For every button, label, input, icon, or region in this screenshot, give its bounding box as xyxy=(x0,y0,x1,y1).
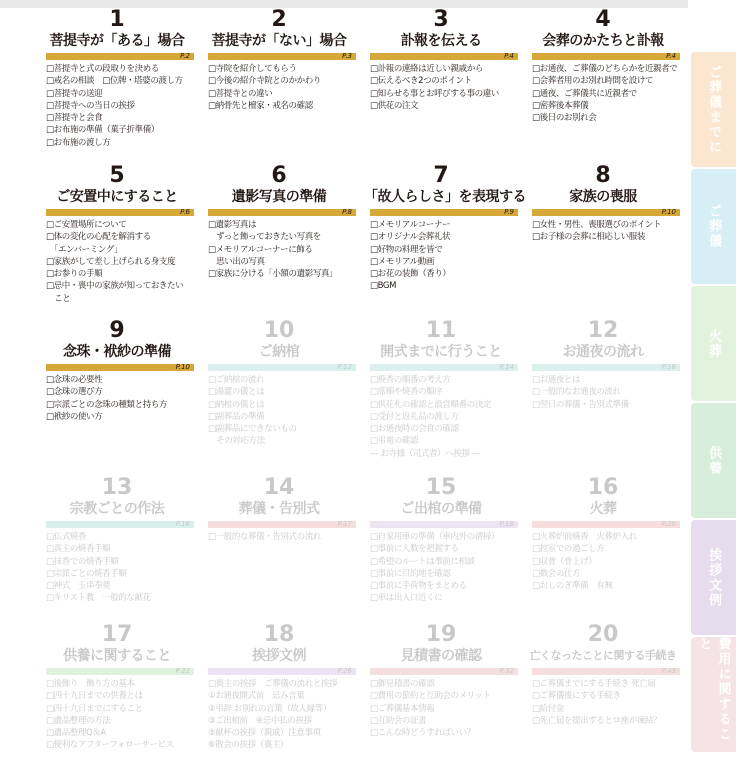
section-number: 20 xyxy=(587,622,619,647)
checklist-item: □希望のルートは事前に相談 xyxy=(370,556,475,567)
checklist-item: □戒名の相談 □位牌・塔婆の渡し方 xyxy=(46,76,183,87)
checklist-item: □宗派ごとの焼香手順 xyxy=(46,568,127,579)
section-number: 12 xyxy=(587,318,619,343)
checklist-item: □湯灌の儀とは xyxy=(208,387,265,398)
checklist-item: ⑥散会の挨拶（喪主） xyxy=(208,740,289,751)
section-title: 会葬のかたちと訃報 xyxy=(542,33,664,49)
page-ref: P.8 xyxy=(342,208,352,216)
page-ref: P.4 xyxy=(504,52,514,60)
checklist-item: ⑤献杯の挨拶（親戚）注意事項 xyxy=(208,728,321,739)
section-14[interactable] xyxy=(202,476,364,623)
section-number: 5 xyxy=(109,163,125,188)
checklist-item: □家族がして差し上げられる身支度 xyxy=(46,256,176,267)
page-ref: P.6 xyxy=(180,208,190,216)
section-title: 見積書の確認 xyxy=(400,648,482,664)
checklist-item: 「エンバーミング」 xyxy=(46,244,122,255)
checklist-item: □ご安置場所について xyxy=(46,220,127,230)
checklist-item: □キリスト教 一般的な献花 xyxy=(46,593,151,604)
section-tab-label: 費用に関すること xyxy=(696,637,731,742)
section-row xyxy=(40,476,688,623)
section-tab[interactable] xyxy=(691,637,736,752)
section-tab-label: ご葬儀 xyxy=(706,204,721,249)
page-ref: P.16 xyxy=(661,363,676,371)
checklist-item: □控室での過ごし方 xyxy=(532,544,605,555)
page-bar xyxy=(370,521,518,528)
checklist xyxy=(40,219,194,305)
section-title: 念珠・袱紗の準備 xyxy=(63,344,171,360)
checklist-item: □受付と返礼品の渡し方 xyxy=(370,411,459,422)
checklist-item: □後飾り 飾り方の基本 xyxy=(46,679,135,689)
page-bar xyxy=(208,364,356,371)
section-title: 訃報を伝える xyxy=(400,33,482,49)
checklist-item: □車は出入口近くに xyxy=(370,593,443,604)
checklist-item: □ご葬儀後にする手続き xyxy=(532,691,621,702)
checklist-item: □一般的なお通夜の流れ xyxy=(532,387,621,398)
section-title: 供養に関すること xyxy=(63,648,171,664)
checklist-item: □死亡届を提出するとロ座が凍結？ xyxy=(532,715,662,726)
checklist-item: □BGM xyxy=(370,281,397,292)
checklist-item: □便利なアフターフォローサービス xyxy=(46,740,174,751)
checklist-item: □神式 玉串奉奠 xyxy=(46,581,111,592)
page-bar xyxy=(370,53,518,60)
page-bar xyxy=(370,364,518,371)
section-4[interactable] xyxy=(526,8,688,164)
page-bar xyxy=(532,53,680,60)
checklist-item: □収骨（骨上げ） xyxy=(532,556,597,567)
section-number: 2 xyxy=(271,7,287,32)
section-6[interactable] xyxy=(202,164,364,319)
section-10[interactable] xyxy=(202,319,364,476)
checklist-item: □袱紗の使い方 xyxy=(46,411,103,422)
checklist xyxy=(40,531,194,605)
page-bar xyxy=(46,53,194,60)
page-bar xyxy=(370,668,518,675)
page-ref: P.32 xyxy=(499,667,514,675)
section-row xyxy=(40,623,688,773)
section-tab[interactable] xyxy=(691,403,736,518)
checklist-item: □席順や焼香の順序 xyxy=(370,387,443,398)
checklist-item: □メモリアルコーナーに飾る xyxy=(208,244,313,255)
page-bar xyxy=(208,521,356,528)
checklist xyxy=(526,531,680,592)
checklist-item: ③ご出棺前 ④忌中払の挨拶 xyxy=(208,715,312,726)
page-bar xyxy=(46,364,194,371)
section-tab-label: 挨拶文例 xyxy=(706,547,721,608)
section-row xyxy=(40,319,688,476)
checklist-item: □ご納棺の流れ xyxy=(208,375,265,385)
checklist-item: □互助会の証書 xyxy=(370,715,427,726)
section-number: 11 xyxy=(425,318,457,343)
page-bar xyxy=(208,209,356,216)
checklist-item: □遺品整理の方法 xyxy=(46,715,111,726)
section-tab[interactable] xyxy=(691,52,736,167)
page-bar xyxy=(532,364,680,371)
section-number: 8 xyxy=(595,163,611,188)
section-number: 6 xyxy=(271,163,287,188)
checklist-item: その対応方法 xyxy=(208,436,265,447)
page-ref: P.9 xyxy=(504,208,514,216)
section-20[interactable] xyxy=(526,623,688,773)
section-number: 18 xyxy=(263,622,295,647)
checklist-item: □好物の料理を皆で xyxy=(370,244,443,255)
page-ref: P.26 xyxy=(337,667,352,675)
section-title: 「故人らしさ」を表現する xyxy=(364,189,526,205)
section-tabs xyxy=(691,52,736,754)
checklist-item: □供花札の確認と設営順番の決定 xyxy=(370,399,492,410)
checklist-item: □抹香での焼香手順 xyxy=(46,556,119,567)
section-title: 葬儀・告別式 xyxy=(238,501,320,517)
checklist-item: □事前に目的地を確認 xyxy=(370,568,451,579)
checklist-item: □菩提寺への当日の挨拶 xyxy=(46,100,135,111)
section-1[interactable] xyxy=(40,8,202,164)
checklist-item: □体の変化の心配を解消する xyxy=(46,232,151,243)
checklist-item: □忌中・喪中の家族が知っておきたい xyxy=(46,281,184,292)
page-ref: P.3 xyxy=(342,52,352,60)
checklist-item: □お布施の準備（菓子折準備） xyxy=(46,125,159,136)
checklist-item: □知らせる事とお呼びする事の違い xyxy=(370,88,499,99)
checklist xyxy=(364,531,518,605)
section-number: 3 xyxy=(433,7,449,32)
checklist-item: □給付金 xyxy=(532,703,564,714)
section-number: 1 xyxy=(109,7,125,32)
section-title: 亡くなったことに関する手続き xyxy=(529,649,677,662)
checklist xyxy=(526,374,680,411)
section-15[interactable] xyxy=(364,476,526,623)
section-number: 17 xyxy=(101,622,133,647)
page-ref: P.12 xyxy=(337,363,352,371)
page-bar xyxy=(46,209,194,216)
page-bar xyxy=(370,209,518,216)
checklist-item: □お通夜、ご葬儀のどちらかを近親者で xyxy=(532,64,678,74)
checklist-item: □会葬者用のお別れ時間を設けて xyxy=(532,76,654,87)
section-title: 開式までに行うこと xyxy=(380,344,502,360)
page-ref: P.20 xyxy=(661,520,676,528)
section-title: ご出棺の準備 xyxy=(400,501,482,517)
checklist-item: □四十九日までの供養とは xyxy=(46,691,143,702)
checklist-item: □宗派ごとの念珠の種類と持ち方 xyxy=(46,399,168,410)
section-title: 火葬 xyxy=(589,501,617,517)
checklist-item: □後日のお別れ会 xyxy=(532,113,597,124)
section-2[interactable] xyxy=(202,8,364,164)
page-ref: P.4 xyxy=(666,52,676,60)
section-title: 菩提寺が「ない」場合 xyxy=(211,33,347,49)
checklist-item: □訃報の連絡は近しい親戚から xyxy=(370,64,483,74)
checklist-item: □副葬品にできないもの xyxy=(208,424,297,435)
checklist-item: □菩提寺と式の段取りを決める xyxy=(46,64,159,74)
section-18[interactable] xyxy=(202,623,364,773)
section-number: 4 xyxy=(595,7,611,32)
checklist xyxy=(40,374,194,423)
checklist-item: ずっと飾っておきたい写真を xyxy=(208,232,321,243)
checklist-item: □遺品整理Q＆A xyxy=(46,728,106,739)
checklist-item: □通夜、ご葬儀共に近親者で xyxy=(532,88,637,99)
checklist-item: □火葬炉前焼香 火葬炉入れ xyxy=(532,532,637,542)
section-number: 7 xyxy=(433,163,449,188)
checklist-item: □費用の節約と互助会のメリット xyxy=(370,691,491,702)
top-strip xyxy=(0,0,688,8)
section-title: 菩提寺が「ある」場合 xyxy=(49,33,185,49)
checklist xyxy=(526,63,680,124)
checklist-item: □今後の紹介寺院とのかかわり xyxy=(208,76,321,87)
checklist-item: □伝えるべき2つのポイント xyxy=(370,76,472,87)
page-ref: P.16 xyxy=(175,520,190,528)
section-tab[interactable] xyxy=(691,169,736,284)
page-ref: P.10 xyxy=(175,363,190,371)
section-5[interactable] xyxy=(40,164,202,319)
checklist xyxy=(526,219,680,244)
page-ref: P.17 xyxy=(337,520,352,528)
checklist-item: □翌日の葬儀・告別式準備 xyxy=(532,399,629,410)
page-bar xyxy=(208,668,356,675)
checklist-item: □納棺の儀とは xyxy=(208,399,265,410)
checklist xyxy=(364,219,518,293)
section-12[interactable] xyxy=(526,319,688,476)
checklist-item: 思い出の写真 xyxy=(208,256,265,267)
section-number: 13 xyxy=(101,475,133,500)
section-title: ご安置中にすること xyxy=(56,189,178,205)
checklist-item: □お子様の会葬に相応しい服装 xyxy=(532,232,645,243)
page-ref: P.2 xyxy=(180,52,190,60)
section-row xyxy=(40,8,688,164)
checklist-item: □寺院を紹介してもらう xyxy=(208,64,297,74)
checklist-item: □仏式焼香 xyxy=(46,532,87,542)
checklist-item: □焼香の順番の考え方 xyxy=(370,375,451,385)
section-7[interactable] xyxy=(364,164,526,319)
checklist xyxy=(202,219,356,280)
section-3[interactable] xyxy=(364,8,526,164)
section-19[interactable] xyxy=(364,623,526,773)
section-number: 15 xyxy=(425,475,457,500)
checklist xyxy=(202,531,356,543)
page-ref: P.43 xyxy=(661,667,676,675)
checklist-item: □四十九日までにすること xyxy=(46,703,143,714)
checklist-item: ②弔辞 お別れの言葉（故人縁等） xyxy=(208,703,331,714)
section-tab-label: 火葬 xyxy=(706,328,721,359)
section-title: 遺影写真の準備 xyxy=(231,189,327,205)
section-title: 挨拶文例 xyxy=(252,648,306,664)
checklist-item: □納骨先と檀家・戒名の確認 xyxy=(208,100,313,111)
section-row xyxy=(40,164,688,319)
checklist-item: □メモリアルコーナー xyxy=(370,220,451,230)
checklist-item: □お通夜時の会食の確認 xyxy=(370,424,459,435)
checklist-item: □菩提寺との違い xyxy=(208,88,273,99)
checklist-item: □喪主の挨拶 ご葬儀の流れと挨拶 xyxy=(208,679,338,689)
section-13[interactable] xyxy=(40,476,202,623)
checklist-item: □メモリアル動画 xyxy=(370,256,434,267)
section-title: ご納棺 xyxy=(258,344,300,360)
section-9[interactable] xyxy=(40,319,202,476)
checklist xyxy=(364,374,518,460)
checklist-item: □念珠の選び方 xyxy=(46,387,103,398)
checklist-item: □菩提寺と会食 xyxy=(46,113,103,124)
section-tab-label: ご葬儀までに xyxy=(706,64,721,155)
checklist-item: □菩提寺の送迎 xyxy=(46,88,103,99)
contents-grid xyxy=(40,8,688,773)
section-tab-label: 供養 xyxy=(706,445,721,476)
checklist-item: □こんな時どうすればいい？ xyxy=(370,728,475,739)
checklist-item: □お通夜とは xyxy=(532,375,581,385)
checklist xyxy=(202,678,356,752)
checklist-item: □供花の注文 xyxy=(370,100,419,111)
checklist-item: □自家用車の準備（車内外の清掃） xyxy=(370,532,500,542)
checklist-item: □女性・男性、喪服選びのポイント xyxy=(532,220,662,230)
section-number: 10 xyxy=(263,318,295,343)
section-number: 19 xyxy=(425,622,457,647)
checklist-item: ①お通夜開式前 忌み言葉 xyxy=(208,691,305,702)
checklist-item: □ご葬儀基本情報 xyxy=(370,703,435,714)
checklist-item: □事前に人数を把握する xyxy=(370,544,459,555)
section-title: 家族の喪服 xyxy=(569,189,637,205)
checklist-item: □数会の仕方 xyxy=(532,568,581,579)
checklist xyxy=(202,374,356,448)
page-bar xyxy=(208,53,356,60)
checklist-item: ― お寺様（司式者）へ挨拶 ― xyxy=(370,448,480,459)
checklist-item: □家族に分ける「小額の遺影写真」 xyxy=(208,269,338,280)
checklist-item: □事前に手荷物をまとめる xyxy=(370,581,467,592)
checklist xyxy=(202,63,356,112)
checklist-item: こと xyxy=(46,293,71,304)
checklist-item: □お布施の渡し方 xyxy=(46,137,111,148)
section-title: お通夜の流れ xyxy=(562,344,644,360)
section-number: 14 xyxy=(263,475,295,500)
page-bar xyxy=(46,668,194,675)
page-bar xyxy=(532,209,680,216)
page-ref: P.10 xyxy=(661,208,676,216)
section-number: 9 xyxy=(109,318,125,343)
page-bar xyxy=(532,521,680,528)
checklist-item: □御見積書の確認 xyxy=(370,679,435,689)
checklist-item: □一般的な葬儀・告別式の流れ xyxy=(208,532,321,542)
checklist-item: □密葬後本葬儀 xyxy=(532,100,589,111)
checklist-item: □お花の装飾（香り） xyxy=(370,269,451,280)
section-tab[interactable] xyxy=(691,520,736,635)
checklist-item: □真主の焼香手順 xyxy=(46,544,111,555)
checklist-item: □お参りの手順 xyxy=(46,269,103,280)
checklist xyxy=(526,678,680,727)
section-8[interactable] xyxy=(526,164,688,319)
checklist-item: □副葬品の準備 xyxy=(208,411,265,422)
checklist xyxy=(364,678,518,739)
checklist-item: □おしのぎ準備 有無 xyxy=(532,581,613,592)
page-ref: P.14 xyxy=(499,363,514,371)
checklist-item: □念珠の必要性 xyxy=(46,375,103,385)
page-ref: P.22 xyxy=(175,667,190,675)
checklist-item: □ご葬儀までにする手続き 死亡届 xyxy=(532,679,656,689)
section-16[interactable] xyxy=(526,476,688,623)
checklist-item: □オリジナル会葬礼状 xyxy=(370,232,451,243)
checklist-item: □遺影写真は xyxy=(208,220,257,230)
section-17[interactable] xyxy=(40,623,202,773)
section-11[interactable] xyxy=(364,319,526,476)
checklist xyxy=(40,678,194,752)
section-title: 宗教ごとの作法 xyxy=(69,501,165,517)
checklist xyxy=(40,63,194,149)
page-bar xyxy=(532,668,680,675)
checklist-item: □弔電の確認 xyxy=(370,436,419,447)
checklist xyxy=(364,63,518,112)
section-number: 16 xyxy=(587,475,619,500)
page-bar xyxy=(46,521,194,528)
page-ref: P.18 xyxy=(499,520,514,528)
section-tab[interactable] xyxy=(691,286,736,401)
